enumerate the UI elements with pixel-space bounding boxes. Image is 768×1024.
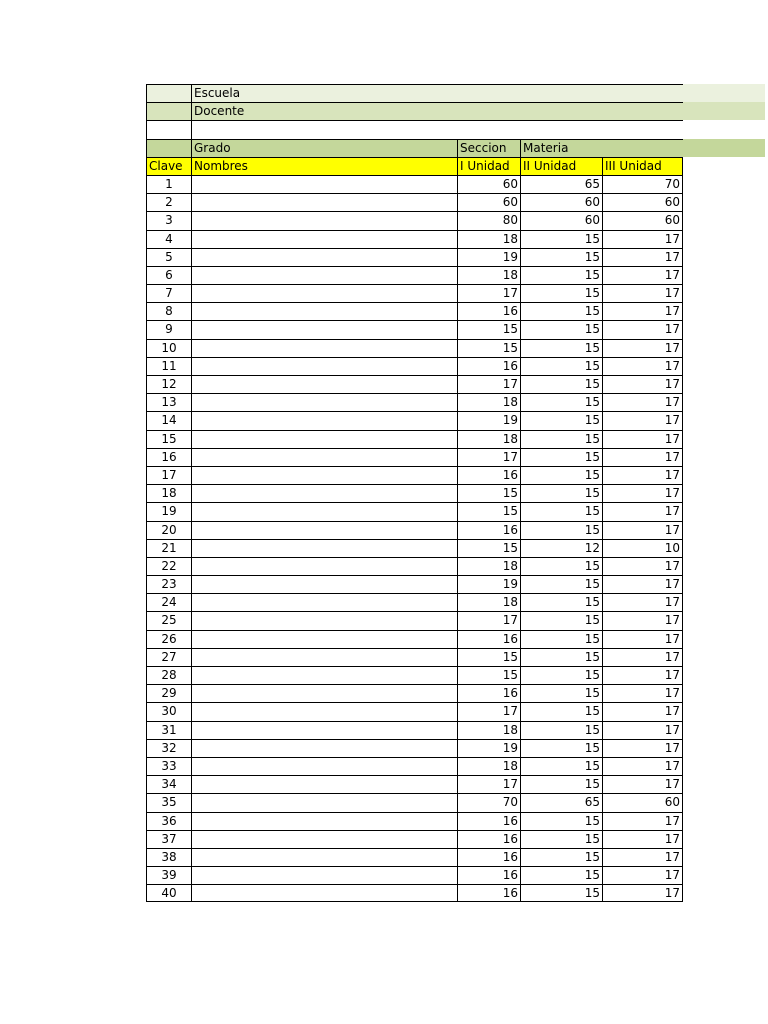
unidad2-cell[interactable]: 15 [520,411,602,429]
unidad2-cell[interactable]: 15 [520,521,602,539]
nombre-cell[interactable] [191,193,457,211]
clave-cell[interactable]: 29 [146,684,191,702]
clave-cell[interactable]: 31 [146,721,191,739]
clave-cell[interactable]: 16 [146,448,191,466]
unidad1-cell[interactable]: 19 [457,575,520,593]
nombre-cell[interactable] [191,375,457,393]
clave-cell[interactable]: 34 [146,775,191,793]
nombre-cell[interactable] [191,539,457,557]
nombre-cell[interactable] [191,284,457,302]
unidad2-cell[interactable]: 15 [520,884,602,902]
unidad2-column-header[interactable]: II Unidad [520,157,602,175]
unidad3-cell[interactable]: 17 [602,448,683,466]
unidad1-cell[interactable]: 18 [457,393,520,411]
nombre-cell[interactable] [191,830,457,848]
nombre-cell[interactable] [191,630,457,648]
unidad1-cell[interactable]: 18 [457,721,520,739]
unidad1-cell[interactable]: 15 [457,484,520,502]
clave-cell[interactable]: 14 [146,411,191,429]
clave-cell[interactable]: 27 [146,648,191,666]
nombre-cell[interactable] [191,175,457,193]
unidad1-cell[interactable]: 17 [457,611,520,629]
docente-label[interactable]: Docente [191,102,683,120]
unidad3-cell[interactable]: 17 [602,430,683,448]
unidad2-cell[interactable]: 15 [520,339,602,357]
seccion-label[interactable]: Seccion [457,139,520,157]
unidad1-cell[interactable]: 17 [457,284,520,302]
unidad3-cell[interactable]: 17 [602,575,683,593]
unidad1-cell[interactable]: 80 [457,211,520,229]
escuela-clave-cell[interactable] [146,84,191,102]
unidad2-cell[interactable]: 15 [520,484,602,502]
clave-cell[interactable]: 15 [146,430,191,448]
unidad2-cell[interactable]: 65 [520,793,602,811]
clave-cell[interactable]: 9 [146,320,191,338]
blank-info-cell[interactable] [191,120,683,138]
unidad1-cell[interactable]: 18 [457,266,520,284]
nombre-cell[interactable] [191,739,457,757]
unidad2-cell[interactable]: 15 [520,302,602,320]
clave-cell[interactable]: 24 [146,593,191,611]
nombre-cell[interactable] [191,448,457,466]
blank-clave-cell[interactable] [146,120,191,138]
unidad3-cell[interactable]: 17 [602,393,683,411]
unidad1-cell[interactable]: 60 [457,193,520,211]
nombre-cell[interactable] [191,866,457,884]
unidad1-cell[interactable]: 18 [457,757,520,775]
unidad1-cell[interactable]: 16 [457,302,520,320]
unidad3-cell[interactable]: 17 [602,812,683,830]
unidad3-cell[interactable]: 17 [602,375,683,393]
unidad3-cell[interactable]: 17 [602,466,683,484]
unidad3-cell[interactable]: 17 [602,357,683,375]
grado-clave-cell[interactable] [146,139,191,157]
unidad2-cell[interactable]: 15 [520,848,602,866]
unidad3-cell[interactable]: 17 [602,248,683,266]
unidad3-cell[interactable]: 17 [602,884,683,902]
unidad3-cell[interactable]: 17 [602,830,683,848]
unidad3-cell[interactable]: 70 [602,175,683,193]
unidad3-cell[interactable]: 17 [602,339,683,357]
unidad2-cell[interactable]: 15 [520,466,602,484]
unidad3-cell[interactable]: 17 [602,611,683,629]
unidad2-cell[interactable]: 15 [520,502,602,520]
unidad2-cell[interactable]: 15 [520,739,602,757]
unidad3-cell[interactable]: 17 [602,521,683,539]
nombre-cell[interactable] [191,848,457,866]
nombre-cell[interactable] [191,320,457,338]
unidad1-cell[interactable]: 15 [457,648,520,666]
nombre-cell[interactable] [191,430,457,448]
unidad2-cell[interactable]: 15 [520,812,602,830]
docente-band [683,102,765,120]
unidad3-cell[interactable]: 17 [602,593,683,611]
clave-cell[interactable]: 17 [146,466,191,484]
nombre-cell[interactable] [191,466,457,484]
unidad1-cell[interactable]: 16 [457,521,520,539]
clave-cell[interactable]: 5 [146,248,191,266]
unidad2-cell[interactable]: 15 [520,575,602,593]
nombre-cell[interactable] [191,248,457,266]
unidad2-cell[interactable]: 65 [520,175,602,193]
escuela-band [683,84,765,102]
clave-cell[interactable]: 36 [146,812,191,830]
clave-cell[interactable]: 11 [146,357,191,375]
escuela-label[interactable]: Escuela [191,84,683,102]
unidad1-cell[interactable]: 16 [457,830,520,848]
nombre-cell[interactable] [191,666,457,684]
unidad1-cell[interactable]: 16 [457,866,520,884]
unidad1-cell[interactable]: 16 [457,884,520,902]
nombres-column-header[interactable]: Nombres [191,157,457,175]
clave-cell[interactable]: 38 [146,848,191,866]
unidad3-cell[interactable]: 17 [602,284,683,302]
unidad3-cell[interactable]: 17 [602,484,683,502]
unidad2-cell[interactable]: 15 [520,666,602,684]
clave-column-header[interactable]: Clave [146,157,191,175]
unidad3-cell[interactable]: 17 [602,630,683,648]
clave-cell[interactable]: 10 [146,339,191,357]
unidad1-cell[interactable]: 17 [457,448,520,466]
unidad1-cell[interactable]: 15 [457,502,520,520]
unidad3-cell[interactable]: 17 [602,684,683,702]
unidad2-cell[interactable]: 15 [520,284,602,302]
unidad1-cell[interactable]: 17 [457,702,520,720]
nombre-cell[interactable] [191,575,457,593]
unidad3-cell[interactable]: 17 [602,666,683,684]
unidad2-cell[interactable]: 15 [520,357,602,375]
unidad3-cell[interactable]: 17 [602,320,683,338]
clave-cell[interactable]: 22 [146,557,191,575]
unidad1-cell[interactable]: 19 [457,739,520,757]
clave-cell[interactable]: 1 [146,175,191,193]
unidad2-cell[interactable]: 15 [520,775,602,793]
unidad2-cell[interactable]: 15 [520,375,602,393]
unidad1-cell[interactable]: 70 [457,793,520,811]
unidad3-cell[interactable]: 60 [602,193,683,211]
nombre-cell[interactable] [191,557,457,575]
clave-cell[interactable]: 2 [146,193,191,211]
nombre-cell[interactable] [191,230,457,248]
unidad1-column-header[interactable]: I Unidad [457,157,520,175]
unidad3-cell[interactable]: 17 [602,266,683,284]
unidad1-cell[interactable]: 19 [457,248,520,266]
unidad1-cell[interactable]: 16 [457,630,520,648]
unidad2-cell[interactable]: 15 [520,721,602,739]
clave-cell[interactable]: 30 [146,702,191,720]
clave-cell[interactable]: 39 [146,866,191,884]
unidad1-cell[interactable]: 16 [457,812,520,830]
clave-cell[interactable]: 25 [146,611,191,629]
unidad1-cell[interactable]: 16 [457,466,520,484]
unidad3-cell[interactable]: 60 [602,793,683,811]
unidad3-column-header[interactable]: III Unidad [602,157,683,175]
nombre-cell[interactable] [191,411,457,429]
nombre-cell[interactable] [191,521,457,539]
unidad1-cell[interactable]: 15 [457,666,520,684]
materia-label[interactable]: Materia [520,139,683,157]
unidad1-cell[interactable]: 18 [457,230,520,248]
clave-cell[interactable]: 37 [146,830,191,848]
unidad2-cell[interactable]: 15 [520,557,602,575]
nombre-cell[interactable] [191,757,457,775]
unidad2-cell[interactable]: 60 [520,211,602,229]
unidad3-cell[interactable]: 17 [602,848,683,866]
clave-cell[interactable]: 26 [146,630,191,648]
unidad2-cell[interactable]: 12 [520,539,602,557]
unidad2-cell[interactable]: 60 [520,193,602,211]
unidad2-cell[interactable]: 15 [520,248,602,266]
unidad1-cell[interactable]: 16 [457,848,520,866]
docente-clave-cell[interactable] [146,102,191,120]
grado-band [683,139,765,157]
nombre-cell[interactable] [191,611,457,629]
unidad1-cell[interactable]: 19 [457,411,520,429]
clave-cell[interactable]: 32 [146,739,191,757]
unidad2-cell[interactable]: 15 [520,593,602,611]
unidad3-cell[interactable]: 17 [602,739,683,757]
unidad1-cell[interactable]: 60 [457,175,520,193]
nombre-cell[interactable] [191,793,457,811]
clave-cell[interactable]: 6 [146,266,191,284]
unidad2-cell[interactable]: 15 [520,830,602,848]
nombre-cell[interactable] [191,502,457,520]
unidad3-cell[interactable]: 10 [602,539,683,557]
unidad2-cell[interactable]: 15 [520,630,602,648]
nombre-cell[interactable] [191,302,457,320]
unidad2-cell[interactable]: 15 [520,866,602,884]
unidad1-cell[interactable]: 18 [457,430,520,448]
clave-cell[interactable]: 4 [146,230,191,248]
clave-cell[interactable]: 33 [146,757,191,775]
clave-cell[interactable]: 8 [146,302,191,320]
clave-cell[interactable]: 7 [146,284,191,302]
unidad2-cell[interactable]: 15 [520,430,602,448]
unidad3-cell[interactable]: 17 [602,757,683,775]
unidad1-cell[interactable]: 15 [457,539,520,557]
unidad3-cell[interactable]: 17 [602,775,683,793]
unidad3-cell[interactable]: 17 [602,866,683,884]
unidad3-cell[interactable]: 17 [602,411,683,429]
nombre-cell[interactable] [191,211,457,229]
unidad2-cell[interactable]: 15 [520,320,602,338]
unidad3-cell[interactable]: 17 [602,721,683,739]
clave-cell[interactable]: 40 [146,884,191,902]
nombre-cell[interactable] [191,812,457,830]
unidad1-cell[interactable]: 17 [457,775,520,793]
clave-cell[interactable]: 13 [146,393,191,411]
grado-label[interactable]: Grado [191,139,457,157]
nombre-cell[interactable] [191,357,457,375]
unidad2-cell[interactable]: 15 [520,266,602,284]
clave-cell[interactable]: 19 [146,502,191,520]
unidad2-cell[interactable]: 15 [520,230,602,248]
unidad3-cell[interactable]: 60 [602,211,683,229]
nombre-cell[interactable] [191,266,457,284]
unidad2-cell[interactable]: 15 [520,684,602,702]
unidad2-cell[interactable]: 15 [520,648,602,666]
unidad1-cell[interactable]: 18 [457,557,520,575]
unidad1-cell[interactable]: 15 [457,320,520,338]
unidad3-cell[interactable]: 17 [602,557,683,575]
nombre-cell[interactable] [191,884,457,902]
unidad3-cell[interactable]: 17 [602,230,683,248]
clave-cell[interactable]: 3 [146,211,191,229]
clave-cell[interactable]: 28 [146,666,191,684]
clave-cell[interactable]: 35 [146,793,191,811]
unidad3-cell[interactable]: 17 [602,302,683,320]
unidad3-cell[interactable]: 17 [602,502,683,520]
nombre-cell[interactable] [191,648,457,666]
unidad1-cell[interactable]: 15 [457,339,520,357]
nombre-cell[interactable] [191,702,457,720]
unidad1-cell[interactable]: 16 [457,684,520,702]
nombre-cell[interactable] [191,775,457,793]
unidad1-cell[interactable]: 17 [457,375,520,393]
unidad1-cell[interactable]: 18 [457,593,520,611]
unidad1-cell[interactable]: 16 [457,357,520,375]
clave-cell[interactable]: 18 [146,484,191,502]
nombre-cell[interactable] [191,684,457,702]
nombre-cell[interactable] [191,393,457,411]
unidad2-cell[interactable]: 15 [520,702,602,720]
unidad3-cell[interactable]: 17 [602,702,683,720]
clave-cell[interactable]: 20 [146,521,191,539]
unidad3-cell[interactable]: 17 [602,648,683,666]
nombre-cell[interactable] [191,339,457,357]
unidad2-cell[interactable]: 15 [520,448,602,466]
nombre-cell[interactable] [191,593,457,611]
clave-cell[interactable]: 12 [146,375,191,393]
unidad2-cell[interactable]: 15 [520,393,602,411]
nombre-cell[interactable] [191,484,457,502]
unidad2-cell[interactable]: 15 [520,611,602,629]
clave-cell[interactable]: 23 [146,575,191,593]
clave-cell[interactable]: 21 [146,539,191,557]
nombre-cell[interactable] [191,721,457,739]
unidad2-cell[interactable]: 15 [520,757,602,775]
